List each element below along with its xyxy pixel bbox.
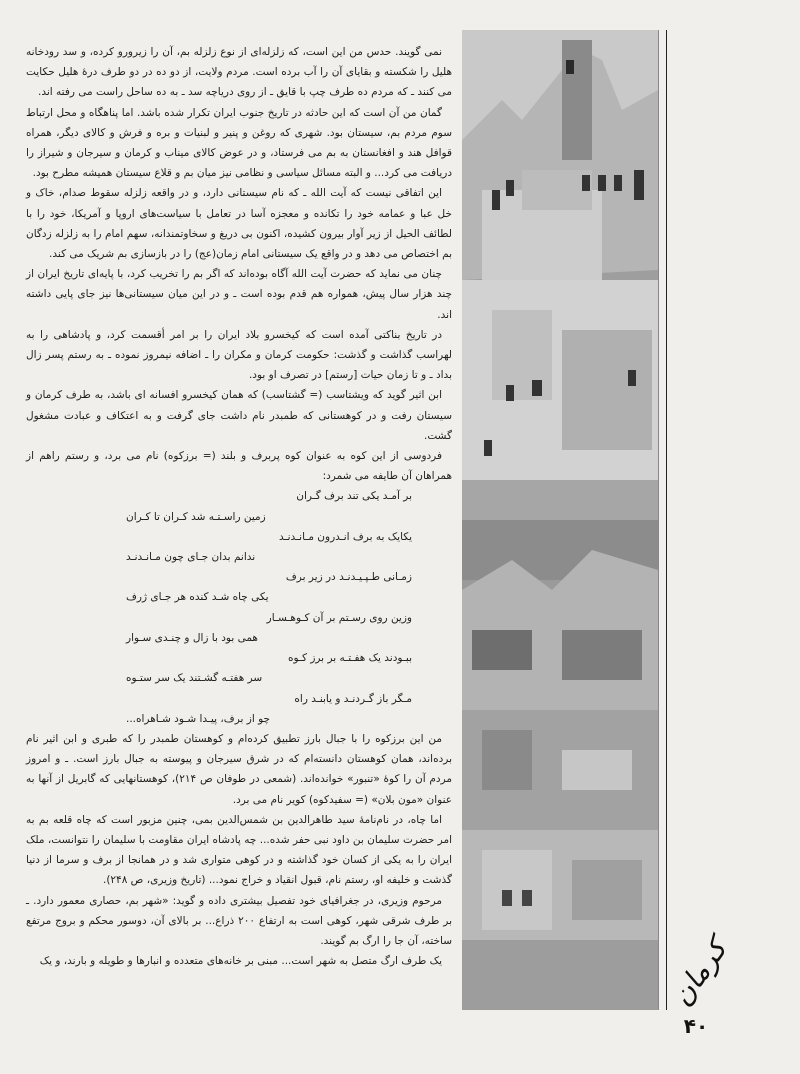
paragraph: نمی گویند. حدس من این است، که زلزله‌ای از نوع زلزله بم، آن را زیرورو کرده، و سد رودخانه هلیل را شکسته و بقایای آن را آب برده است. مردم ولایت، از دو ده در دو طرف درهٔ هلیل حکایت می کنند ـ که مردم ده طرف چپ با قایق ـ از روی دریاچه سد ـ به ده ساحل راست می رفته اند. xyxy=(26,46,452,99)
paragraph: گمان من آن است که این حادثه در تاریخ جنوب ایران تکرار شده باشد. اما پناهگاه و محل ارتباط سوم مردم بم، سیستان بود. شهری که روغن و پنیر و لبنیات و بره و فرش و کالای دیگر، همراه قوافل هند و افغانستان به بم می فرستاد، و در عوض کالای میناب و کرمان و سیرجان و شیراز را دریافت می کرد... و البته مسائل سیاسی و نظامی نیز میان بم و قلاع سیستان همیشه مطرح بود. xyxy=(26,106,452,180)
column-divider xyxy=(666,30,667,1010)
paragraph: چنان می نماید که حضرت آیت الله آگاه بوده‌اند که اگر بم را تخریب کرد، با پایه‌ای تاریخ ایران از چند هزار سال پیش، همواره هم قدم بوده است ـ و در این میان سیستانی‌ها نیز جای پایی داشته اند. xyxy=(26,268,452,321)
page-number: ۴۰ xyxy=(683,1014,709,1038)
verse-hemistich: ببـودند یک هفـتـه بر برز کـوه xyxy=(287,652,412,665)
poem-verses xyxy=(26,486,452,728)
verse-hemistich: سر هفتـه گشـتند یک سر ستـوه xyxy=(126,672,263,685)
verse-hemistich: زمـانی طـپـیـدنـد در زیر برف xyxy=(285,571,412,584)
paragraph: این اتفاقی نیست که آیت الله ـ که نام سیستانی دارد، و در واقعه زلزله سقوط صدام، خاک و خل عبا و عمامه خود را تکانده و معجزه آسا در تعامل با سیاست‌های اروپا و آمریکا، خود را با لطائف الحیل از زیر آوار بیرون کشیده، اکنون بی دریغ و سخاوتمندانه، سهم امام را به زلزله زدگان بم اختصاص می دهد و در واقع یک سیستانی امام زمان(عج) را در بازسازی بم شریک می کند. xyxy=(26,187,452,261)
paragraph: مرحوم وزیری، در جغرافیای خود تفصیل بیشتری داده و گوید: «شهر بم، حصاری معمور دارد. ـ بر طرف شرقی شهر، کوهی است به ارتفاع ۲۰۰ ذراع... بر بالای آن، دوسور محکم و بروج مرتفع ساخته، آن جا را ارگ بم گویند. xyxy=(26,894,452,947)
paragraph: فردوسی از این کوه به عنوان کوه پربرف و بلند (= برزکوه) نام می برد، و رستم راهم از همراهان آن طایفه می شمرد: xyxy=(26,450,452,483)
verse-hemistich: همی بود با زال و چنـدی سـوار xyxy=(126,631,258,644)
arg-e-bam-image xyxy=(462,30,658,1010)
paragraph: یک طرف ارگ متصل به شهر است... مبنی بر خانه‌های متعدده و انبارها و طویله و بارند، و یک xyxy=(39,955,442,968)
verse-hemistich: چو از برف، پیـدا شـود شـاهراه... xyxy=(126,712,270,725)
verse-hemistich: یکی چاه شـد کنده هر جـای ژرف xyxy=(126,591,269,604)
citadel-photo xyxy=(462,30,659,1010)
verse-hemistich: یکایک به برف انـدرون مـانـدنـد xyxy=(279,530,412,543)
paragraph: در تاریخ بناکتی آمده است که کیخسرو بلاد ایران را بر امر أقسمت کرد، و پادشاهی را به لهراسب گذاشت و گذشت: حکومت کرمان و مکران را ـ اضافه نیمروز نموده ـ به رستم پسر زال بداد ـ و تا زمان حیات [رستم] در تصرف او بود. xyxy=(26,328,452,382)
verse-hemistich: مـگر باز گـردنـد و یابنـد راه xyxy=(294,692,412,705)
article-text-column xyxy=(26,42,452,971)
paragraph: اما چاه، در نام‌نامهٔ سید طاهرالدین بن شمس‌الدین بمی، چنین مزبور است که چاه قلعه بم به امر حضرت سلیمان بن داود نبی حفر شده... چه پادشاه ایران مقاومت با سلیمان را نتوانست، ملک ایران را به یکی از کسان خود گذاشته و در کوهی متواری شد و در همانجا از برف و سرما از دنیا گذشت و خلیفه او، رستم نام، قبول انقیاد و خراج نمود... (تاریخ وزیری، ص ۲۴۸). xyxy=(26,813,452,887)
paragraph: ابن اثیر گوید که ویشتاسب (= گشتاسب) که همان کیخسرو افسانه ای باشد، به طرف کرمان و سیستان رفت و در کوهستانی که طمبدر نام داشت جای گرفت و به اعتکاف و عبادت مشغول گشت. xyxy=(26,389,452,442)
verse-hemistich: ندانم بدان جـای چون مـانـدنـد xyxy=(126,551,256,564)
verse-hemistich: وزین روی رسـتم بر آن کـوهـسـار xyxy=(266,611,412,624)
paragraph: من این برزکوه را با جبال بارز تطبیق کرده‌ام و کوهستان طمبدر را که طبری و ابن اثیر نام برده‌اند، همان کوهستان دانسته‌ام که در شرق سیرجان و پیوسته به جبال بارز است. ـ و امروز مردم آن را کوهٔ «تنبور» خوانده‌اند. (شمعی در طوفان ص ۲۱۴)، کوهستانهایی که گابریل از آنها به عنوان «مون بلان» (= سفیدکوه) کویر نام می برد. xyxy=(26,732,452,806)
verse-hemistich: بر آمـد یکی تند برف گـران xyxy=(296,490,412,503)
verse-hemistich: زمین راسـتـه شد کـران تا کـران xyxy=(126,510,266,523)
kerman-logo: کرمان xyxy=(664,933,734,1012)
